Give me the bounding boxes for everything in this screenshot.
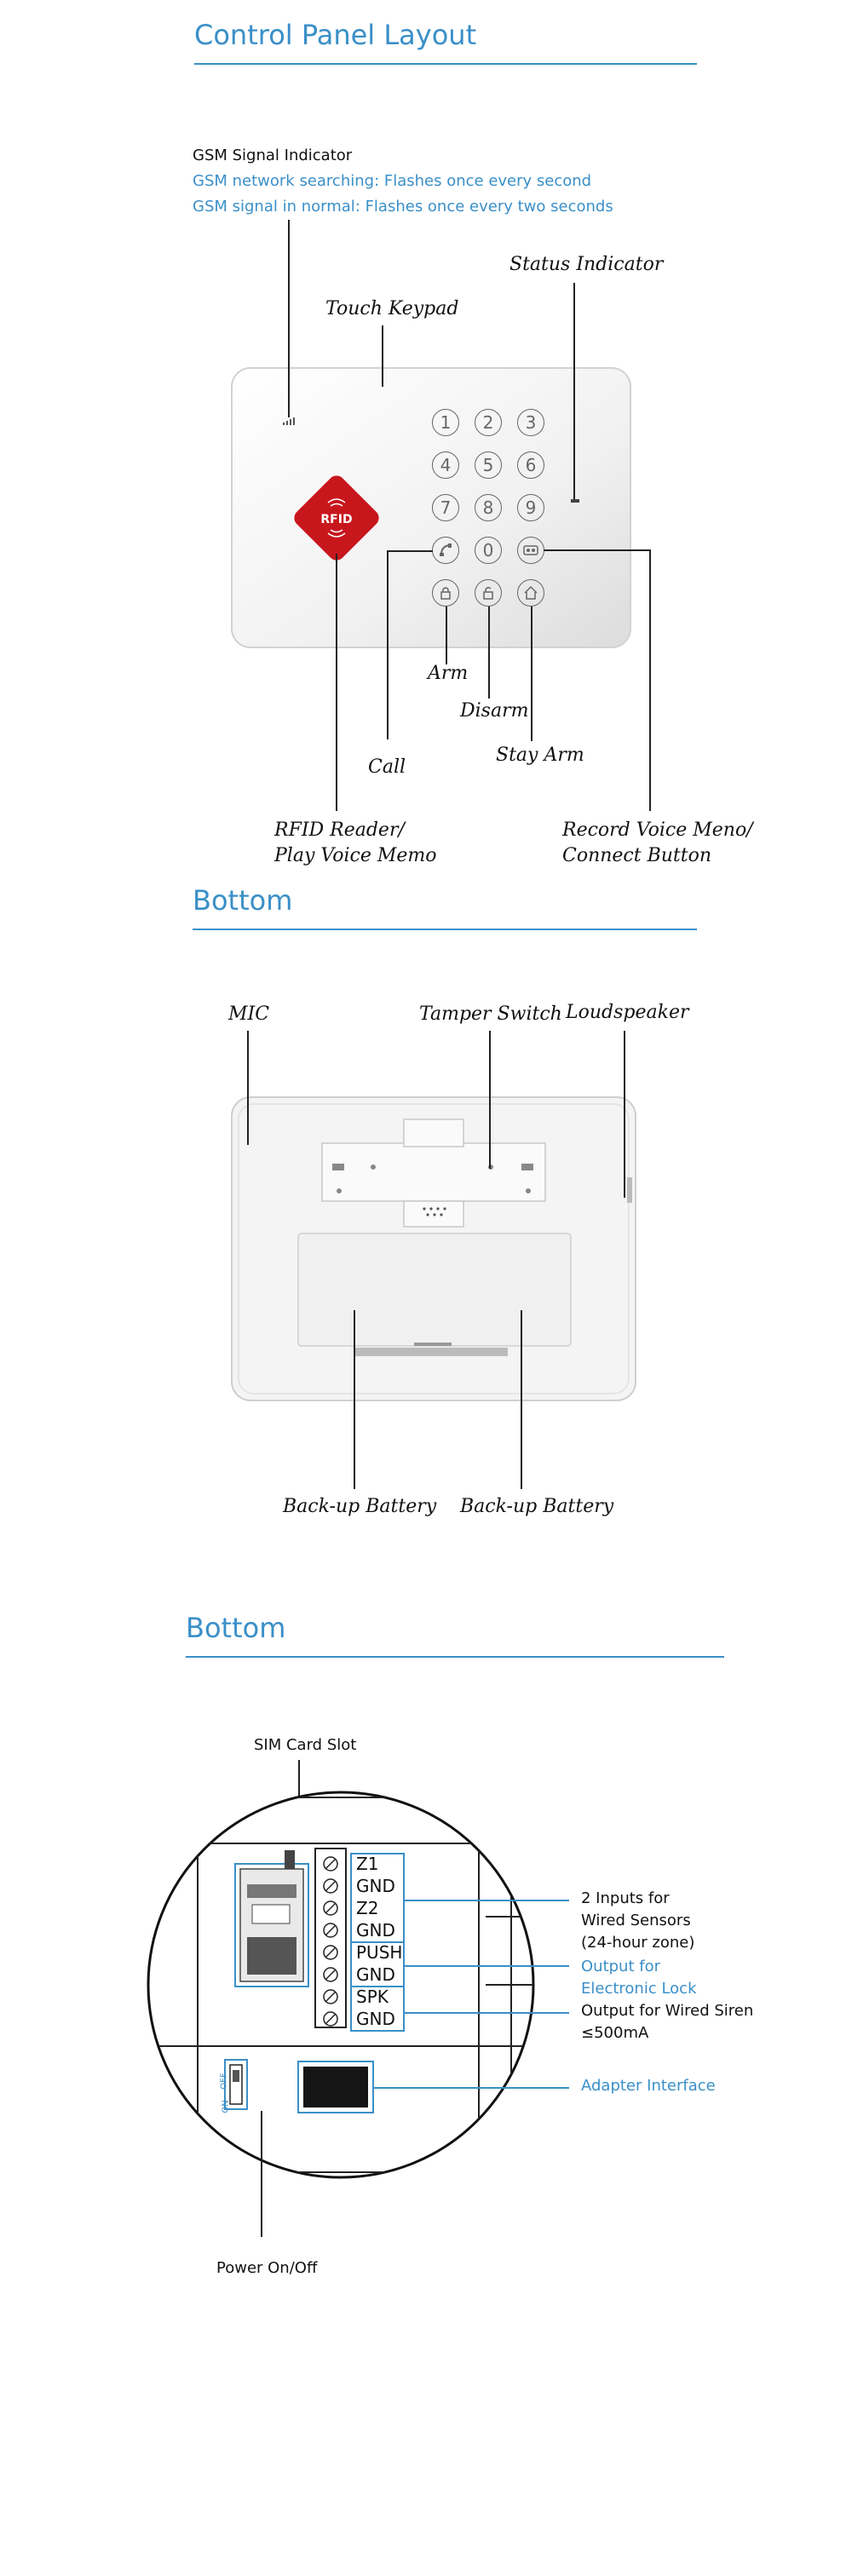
gsm-line-2: GSM signal in normal: Flashes once every two seconds <box>193 198 613 216</box>
control-panel-section <box>0 0 852 886</box>
arm-leader <box>446 607 447 664</box>
lock-label-line-1: Output for <box>581 1958 660 1975</box>
tamper-leader <box>489 1031 491 1169</box>
section-title: Bottom <box>186 1612 286 1644</box>
mic-leader <box>247 1031 249 1145</box>
call-leader-v <box>387 550 389 739</box>
adapter-label: Adapter Interface <box>581 2077 716 2095</box>
record-label-line-2: Connect Button <box>562 845 712 866</box>
power-leader <box>261 2111 262 2237</box>
arm-key[interactable] <box>432 579 459 607</box>
key-7[interactable]: 7 <box>432 494 459 521</box>
lock-closed-icon <box>433 580 458 606</box>
sim-card-slot-label: SIM Card Slot <box>254 1736 357 1754</box>
rfid-label-line-1: RFID Reader/ <box>274 819 405 841</box>
rfid-badge: RFID <box>320 513 353 526</box>
loudspeaker-leader <box>624 1031 625 1198</box>
bottom-terminal-section <box>0 1601 852 2576</box>
sim-slot <box>235 1850 308 1987</box>
terminal-spk: SPK <box>356 1987 389 2007</box>
disarm-key[interactable] <box>475 579 502 607</box>
status-indicator-led <box>571 499 579 503</box>
bottom-rear-section <box>0 877 852 1542</box>
phone-icon <box>433 538 458 563</box>
disarm-label: Disarm <box>460 700 529 722</box>
rfid-label-line-2: Play Voice Memo <box>274 845 437 866</box>
terminal-push: PUSH <box>356 1942 403 1963</box>
inputs-label-line-3: (24-hour zone) <box>581 1934 695 1952</box>
switch-off-label: OFF <box>219 2073 229 2090</box>
gsm-heading: GSM Signal Indicator <box>193 147 353 164</box>
section-rule <box>186 1656 724 1658</box>
record-voice-key[interactable] <box>517 537 544 564</box>
lock-label-line-2: Electronic Lock <box>581 1980 697 1998</box>
disarm-leader <box>488 607 490 699</box>
siren-label-line-2: ≤500mA <box>581 2024 649 2042</box>
terminal-z1: Z1 <box>356 1854 379 1874</box>
battery-left-label: Back-up Battery <box>283 1496 437 1517</box>
inputs-label-line-2: Wired Sensors <box>581 1912 691 1929</box>
terminal-gnd-4: GND <box>356 2009 395 2029</box>
terminal-z2: Z2 <box>356 1898 379 1918</box>
key-1[interactable]: 1 <box>432 409 459 436</box>
key-9[interactable]: 9 <box>517 494 544 521</box>
record-leader-h <box>544 549 651 551</box>
lock-open-icon <box>475 580 501 606</box>
section-title: Bottom <box>193 884 293 917</box>
key-8[interactable]: 8 <box>475 494 502 521</box>
key-0[interactable]: 0 <box>475 537 502 564</box>
switch-on-label: ON <box>221 2100 231 2113</box>
terminal-gnd-3: GND <box>356 1964 395 1985</box>
gsm-leader <box>288 220 290 417</box>
control-panel-device <box>230 366 632 649</box>
touch-keypad-label: Touch Keypad <box>325 298 459 319</box>
inputs-leader <box>404 1900 569 1901</box>
lock-leader <box>404 1965 569 1967</box>
record-leader-v <box>649 549 651 811</box>
battery-right-label: Back-up Battery <box>460 1496 614 1517</box>
arm-label: Arm <box>428 663 469 684</box>
cassette-icon <box>518 538 544 563</box>
stay-arm-label: Stay Arm <box>496 745 584 766</box>
inputs-label-line-1: 2 Inputs for <box>581 1889 670 1907</box>
call-label: Call <box>368 756 406 778</box>
key-3[interactable]: 3 <box>517 409 544 436</box>
mic-label: MIC <box>228 1003 270 1025</box>
power-switch-label: Power On/Off <box>216 2259 318 2277</box>
call-key[interactable] <box>432 537 459 564</box>
key-6[interactable]: 6 <box>517 451 544 479</box>
siren-label-line-1: Output for Wired Siren <box>581 2002 754 2020</box>
key-4[interactable]: 4 <box>432 451 459 479</box>
siren-leader <box>404 2012 569 2014</box>
tamper-switch-label: Tamper Switch <box>419 1003 562 1025</box>
stay-arm-leader <box>531 607 532 741</box>
stay-arm-key[interactable] <box>517 579 544 607</box>
record-label-line-1: Record Voice Meno/ <box>562 819 753 841</box>
section-rule <box>193 929 697 930</box>
home-lock-icon <box>518 580 544 606</box>
battery-right-leader <box>521 1310 522 1489</box>
call-leader-h <box>387 550 433 552</box>
status-indicator-label: Status Indicator <box>509 254 664 275</box>
touch-leader <box>382 325 383 387</box>
rfid-leader <box>336 554 337 811</box>
status-leader <box>573 283 575 499</box>
battery-left-leader <box>354 1310 355 1489</box>
section-rule <box>194 63 697 65</box>
terminal-zoom-circle <box>145 1789 537 2181</box>
loudspeaker-label: Loudspeaker <box>566 1002 689 1023</box>
section-title: Control Panel Layout <box>194 19 477 51</box>
key-5[interactable]: 5 <box>475 451 502 479</box>
terminal-gnd-1: GND <box>356 1876 395 1896</box>
gsm-line-1: GSM network searching: Flashes once every second <box>193 172 592 190</box>
adapter-leader <box>373 2087 569 2089</box>
rear-device <box>230 1095 637 1404</box>
terminal-gnd-2: GND <box>356 1920 395 1941</box>
key-2[interactable]: 2 <box>475 409 502 436</box>
